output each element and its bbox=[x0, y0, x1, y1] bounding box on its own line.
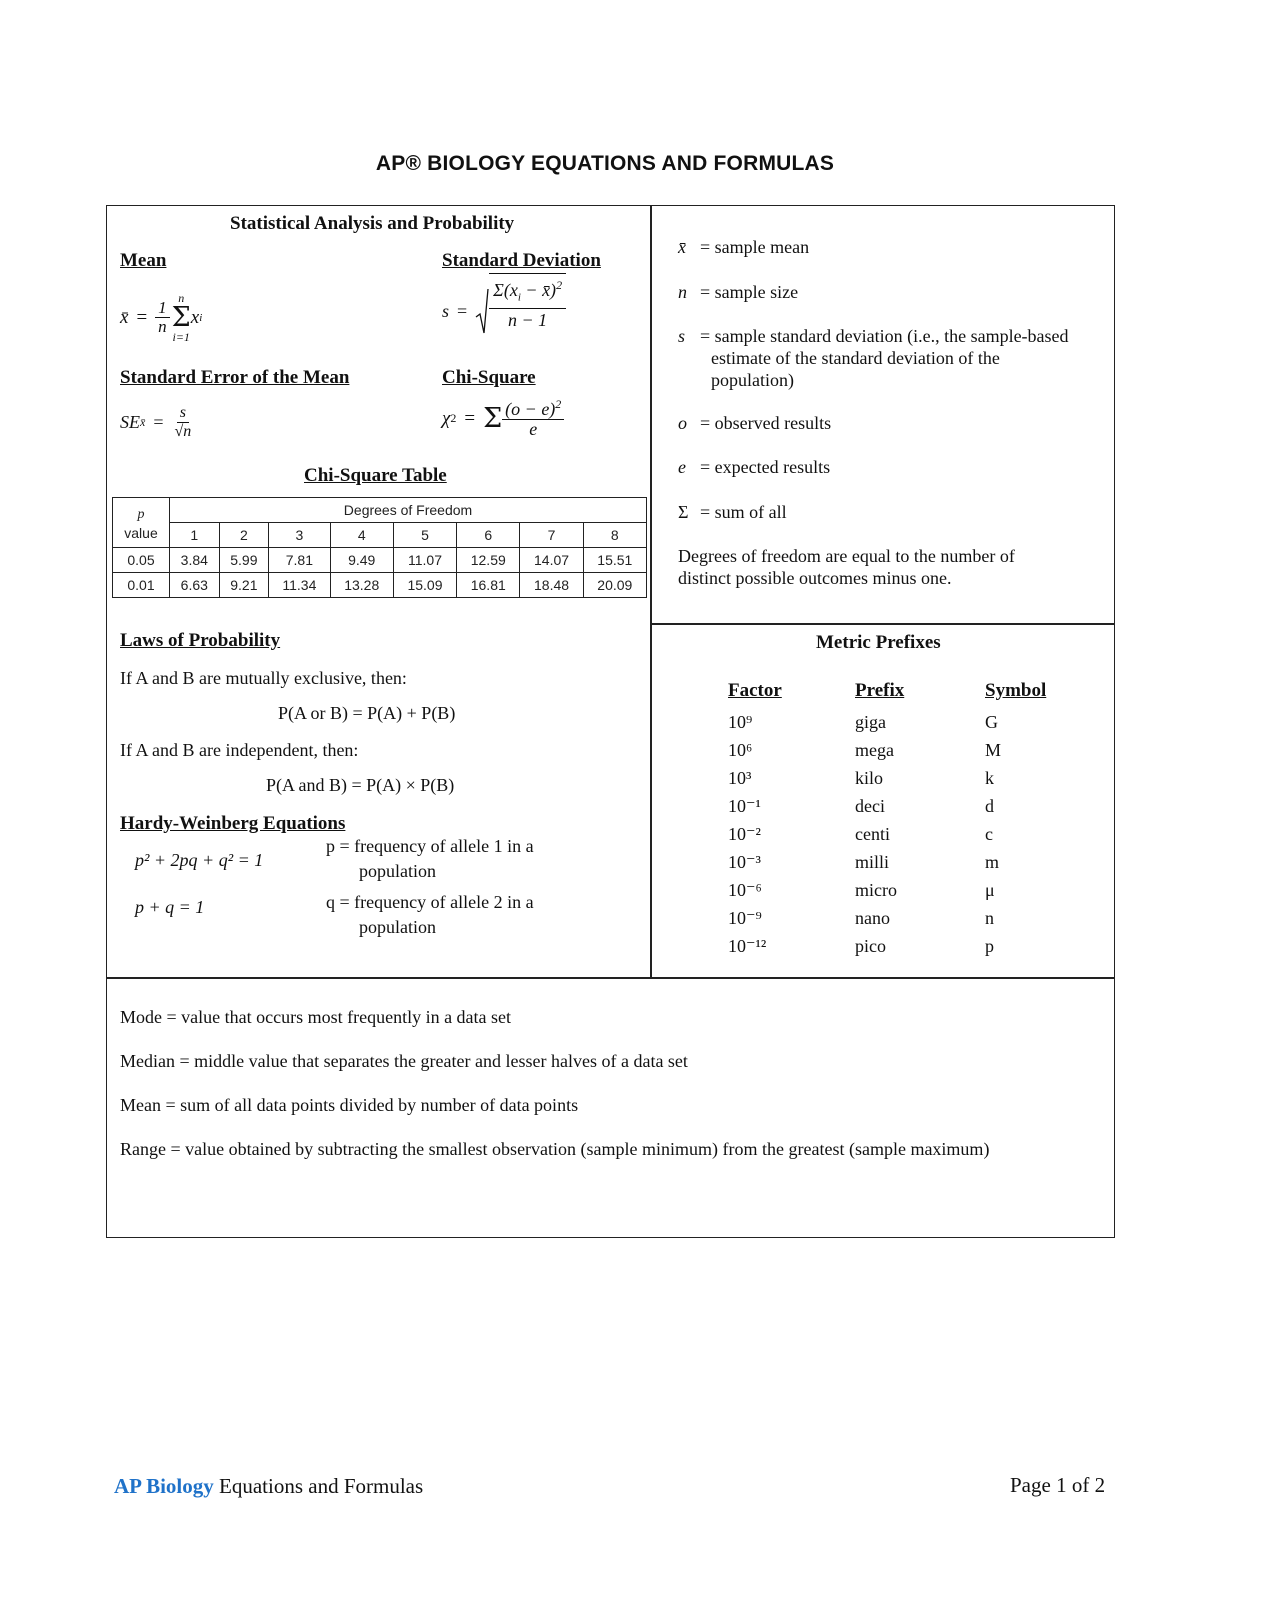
legend-dof-cont: distinct possible outcomes minus one. bbox=[678, 568, 952, 588]
factor-cell: 10⁻⁶ bbox=[728, 880, 762, 900]
page-title: AP® BIOLOGY EQUATIONS AND FORMULAS bbox=[375, 152, 835, 175]
mean-x: x bbox=[190, 306, 200, 328]
chi-lhs: χ bbox=[442, 407, 451, 429]
footer-rest: Equations and Formulas bbox=[213, 1474, 424, 1498]
table-cell: 18.48 bbox=[520, 573, 583, 598]
p-value-header: p value bbox=[113, 498, 170, 548]
mean-sum-top: n bbox=[178, 291, 185, 305]
chi-lhs-sq: 2 bbox=[450, 411, 457, 426]
mean-label: Mean bbox=[120, 250, 167, 271]
dof-cell: 4 bbox=[330, 523, 393, 548]
sem-numer: s bbox=[177, 405, 189, 423]
symbol-cell: M bbox=[985, 740, 1002, 760]
symbol-col-header: Symbol bbox=[985, 680, 1047, 701]
table-cell: 15.51 bbox=[583, 548, 646, 573]
table-cell: 6.63 bbox=[170, 573, 220, 598]
dof-header: Degrees of Freedom bbox=[170, 498, 647, 523]
prefix-cell: micro bbox=[855, 880, 897, 900]
hw-p-def-cont: population bbox=[359, 861, 436, 881]
legend-dof: Degrees of freedom are equal to the number of bbox=[678, 546, 1015, 566]
dof-cell: 1 bbox=[170, 523, 220, 548]
column-divider bbox=[650, 205, 652, 978]
table-cell: 15.09 bbox=[393, 573, 456, 598]
prob-independent-eq: P(A and B) = P(A) × P(B) bbox=[266, 775, 455, 795]
mean-sum-bot: i=1 bbox=[172, 330, 190, 344]
mean-formula: x̄ = $\frac{1}{n}$ n Σ i=1 x i bbox=[120, 291, 203, 344]
sem-sub: x̄ bbox=[140, 415, 146, 430]
p-cell: 0.05 bbox=[113, 548, 170, 573]
def-mode: Mode = value that occurs most frequently in a data set bbox=[120, 1007, 512, 1027]
sem-formula: SE x̄ = $\frac{s}{√n}$ bbox=[120, 405, 194, 440]
legend-e: e = expected results bbox=[678, 457, 831, 477]
sigma-icon: Σ bbox=[483, 403, 503, 435]
factor-cell: 10⁶ bbox=[728, 740, 753, 760]
mean-lhs: x̄ bbox=[120, 306, 129, 328]
p-cell: 0.01 bbox=[113, 573, 170, 598]
table-cell: 11.34 bbox=[269, 573, 330, 598]
dof-cell: 6 bbox=[457, 523, 520, 548]
sd-lhs: s bbox=[442, 300, 450, 321]
symbol-cell: d bbox=[985, 796, 994, 816]
chi-numer: (o − e) bbox=[505, 399, 556, 419]
table-cell: 9.49 bbox=[330, 548, 393, 573]
chi-square-table bbox=[112, 497, 647, 598]
hw-p-def: p = frequency of allele 1 in a bbox=[326, 836, 534, 856]
table-cell: 5.99 bbox=[219, 548, 269, 573]
dof-row bbox=[113, 523, 647, 548]
def-range: Range = value obtained by subtracting the smallest observation (sample minimum) from the greatest (sample maximum) bbox=[120, 1139, 990, 1159]
bottom-divider bbox=[106, 977, 1115, 979]
symbol-cell: c bbox=[985, 824, 993, 844]
factor-cell: 10⁻³ bbox=[728, 852, 761, 872]
sem-denom: √n bbox=[174, 422, 192, 440]
legend-o: o = observed results bbox=[678, 413, 832, 433]
legend-s-cont2: population) bbox=[711, 370, 794, 390]
prefix-cell: giga bbox=[855, 712, 886, 732]
sd-numer-rest: − x̄) bbox=[520, 279, 557, 300]
symbol-cell: m bbox=[985, 852, 1000, 872]
chi-denom: e bbox=[529, 418, 538, 439]
legend-n: n = sample size bbox=[678, 282, 799, 302]
dof-cell: 7 bbox=[520, 523, 583, 548]
table-row bbox=[113, 573, 647, 598]
dof-cell: 8 bbox=[583, 523, 646, 548]
sem-lhs: SE bbox=[120, 412, 140, 433]
page-number: Page 1 of 2 bbox=[1010, 1473, 1106, 1497]
sem-label: Standard Error of the Mean bbox=[120, 367, 350, 388]
metric-heading: Metric Prefixes bbox=[816, 632, 941, 653]
legend-sigma: Σ = sum of all bbox=[678, 502, 787, 522]
sd-sq: 2 bbox=[556, 277, 563, 292]
factor-column bbox=[728, 712, 766, 964]
table-cell: 20.09 bbox=[583, 573, 646, 598]
table-cell: 11.07 bbox=[393, 548, 456, 573]
dof-cell: 3 bbox=[269, 523, 330, 548]
mean-sub: i bbox=[199, 311, 203, 324]
prefix-cell: kilo bbox=[855, 768, 884, 788]
prob-exclusive-text: If A and B are mutually exclusive, then: bbox=[120, 668, 407, 688]
legend-xbar: x̄ = sample mean bbox=[678, 237, 810, 257]
prefix-cell: mega bbox=[855, 740, 894, 760]
hw-q-def-cont: population bbox=[359, 917, 436, 937]
sd-formula: s = $\Sigma(x_i$ − x̄)$^2$ n − 1 bbox=[442, 287, 566, 335]
sd-denom: n − 1 bbox=[508, 310, 548, 331]
footer-title bbox=[114, 1474, 423, 1499]
mean-one: 1 bbox=[155, 299, 170, 318]
table-cell: 9.21 bbox=[219, 573, 269, 598]
prob-label: Laws of Probability bbox=[120, 630, 281, 651]
symbol-cell: k bbox=[985, 768, 994, 788]
table-cell: 13.28 bbox=[330, 573, 393, 598]
table-cell: 12.59 bbox=[457, 548, 520, 573]
chi-table-heading: Chi-Square Table bbox=[304, 465, 447, 486]
sqrt-icon bbox=[475, 287, 489, 335]
prefix-cell: nano bbox=[855, 908, 890, 928]
chi-label: Chi-Square bbox=[442, 367, 536, 388]
footer-brand: AP Biology bbox=[114, 1474, 214, 1498]
prob-independent-text: If A and B are independent, then: bbox=[120, 740, 359, 760]
hw-label: Hardy-Weinberg Equations bbox=[120, 813, 346, 834]
sigma-icon: Σ bbox=[171, 302, 191, 333]
table-cell: 7.81 bbox=[269, 548, 330, 573]
factor-col-header: Factor bbox=[728, 680, 782, 701]
table-cell: 16.81 bbox=[457, 573, 520, 598]
hw-eq2: p + q = 1 bbox=[135, 897, 205, 917]
legend-s-cont: estimate of the standard deviation of the bbox=[711, 348, 1000, 368]
def-mean: Mean = sum of all data points divided by number of data points bbox=[120, 1095, 579, 1115]
factor-cell: 10⁻⁹ bbox=[728, 908, 762, 928]
chi-numer-sq: 2 bbox=[555, 397, 562, 411]
factor-cell: 10⁻² bbox=[728, 824, 761, 844]
prefix-cell: deci bbox=[855, 796, 885, 816]
factor-cell: 10⁻¹² bbox=[728, 936, 767, 956]
sd-numer: Σ(x bbox=[493, 279, 518, 300]
prob-exclusive-eq: P(A or B) = P(A) + P(B) bbox=[278, 703, 456, 723]
symbol-column bbox=[985, 712, 1001, 964]
stats-heading: Statistical Analysis and Probability bbox=[230, 213, 515, 234]
dof-cell: 5 bbox=[393, 523, 456, 548]
prefix-col-header: Prefix bbox=[855, 680, 905, 701]
hw-q-def: q = frequency of allele 2 in a bbox=[326, 892, 534, 912]
prefix-cell: centi bbox=[855, 824, 890, 844]
symbol-cell: G bbox=[985, 712, 998, 732]
prefix-column bbox=[855, 712, 897, 964]
dof-cell: 2 bbox=[219, 523, 269, 548]
factor-cell: 10³ bbox=[728, 768, 752, 788]
def-median: Median = middle value that separates the greater and lesser halves of a data set bbox=[120, 1051, 688, 1071]
table-cell: 14.07 bbox=[520, 548, 583, 573]
sd-label: Standard Deviation bbox=[442, 250, 601, 271]
table-cell: 3.84 bbox=[170, 548, 220, 573]
right-divider bbox=[650, 623, 1115, 625]
table-row bbox=[113, 548, 647, 573]
prefix-cell: pico bbox=[855, 936, 886, 956]
chi-formula: χ 2 = Σ $\frac{(o - e)^2}{e}$ bbox=[442, 398, 564, 440]
mean-n: n bbox=[158, 316, 167, 336]
prefix-cell: milli bbox=[855, 852, 890, 872]
sd-numer-i: i bbox=[517, 291, 521, 304]
factor-cell: 10⁻¹ bbox=[728, 796, 761, 816]
hw-eq1: p² + 2pq + q² = 1 bbox=[135, 850, 264, 870]
symbol-cell: n bbox=[985, 908, 994, 928]
symbol-cell: μ bbox=[985, 880, 995, 900]
legend-s: s = sample standard deviation (i.e., the sample-based bbox=[678, 326, 1069, 346]
symbol-cell: p bbox=[985, 936, 994, 956]
factor-cell: 10⁹ bbox=[728, 712, 753, 732]
